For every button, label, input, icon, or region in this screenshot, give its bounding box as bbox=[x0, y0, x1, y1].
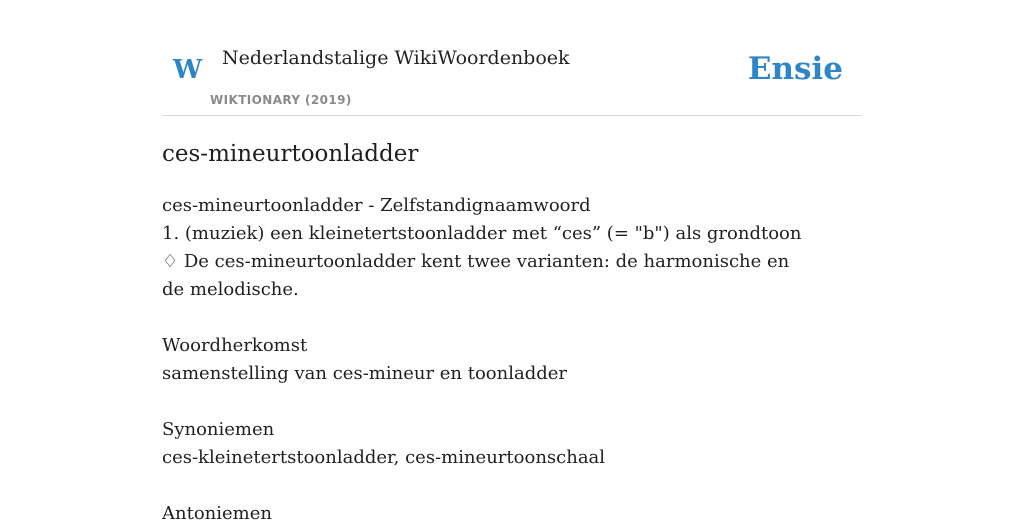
section-heading-woordherkomst: Woordherkomst bbox=[162, 335, 308, 356]
entry-definition: 1. (muziek) een kleinetertstoonladder met “ces” (= "b") als grondtoon bbox=[162, 223, 802, 244]
entry-content bbox=[162, 192, 802, 528]
section-spacer bbox=[162, 304, 802, 332]
section-heading-antoniemen: Antoniemen bbox=[162, 503, 272, 524]
section-text-woordherkomst: samenstelling van ces-mineur en toonladder bbox=[162, 363, 568, 384]
entry-example: ♢ De ces-mineurtoonladder kent twee varianten: de harmonische en de melodische. bbox=[162, 251, 790, 300]
entry-word-type: ces-mineurtoonladder - Zelfstandignaamwoord bbox=[162, 195, 591, 216]
section-heading-synoniemen: Synoniemen bbox=[162, 419, 275, 440]
section-spacer bbox=[162, 472, 802, 500]
source-header bbox=[162, 30, 862, 116]
entry-title: ces-mineurtoonladder bbox=[162, 141, 419, 167]
section-text-synoniemen: ces-kleinetertstoonladder, ces-mineurtoonschaal bbox=[162, 447, 606, 468]
ensie-logo[interactable]: Ensie bbox=[747, 51, 843, 87]
source-title-link[interactable]: Nederlandstalige WikiWoordenboek bbox=[222, 47, 570, 69]
section-spacer bbox=[162, 388, 802, 416]
wiktionary-logo-icon[interactable]: W bbox=[173, 55, 203, 85]
source-meta: WIKTIONARY (2019) bbox=[210, 93, 352, 107]
